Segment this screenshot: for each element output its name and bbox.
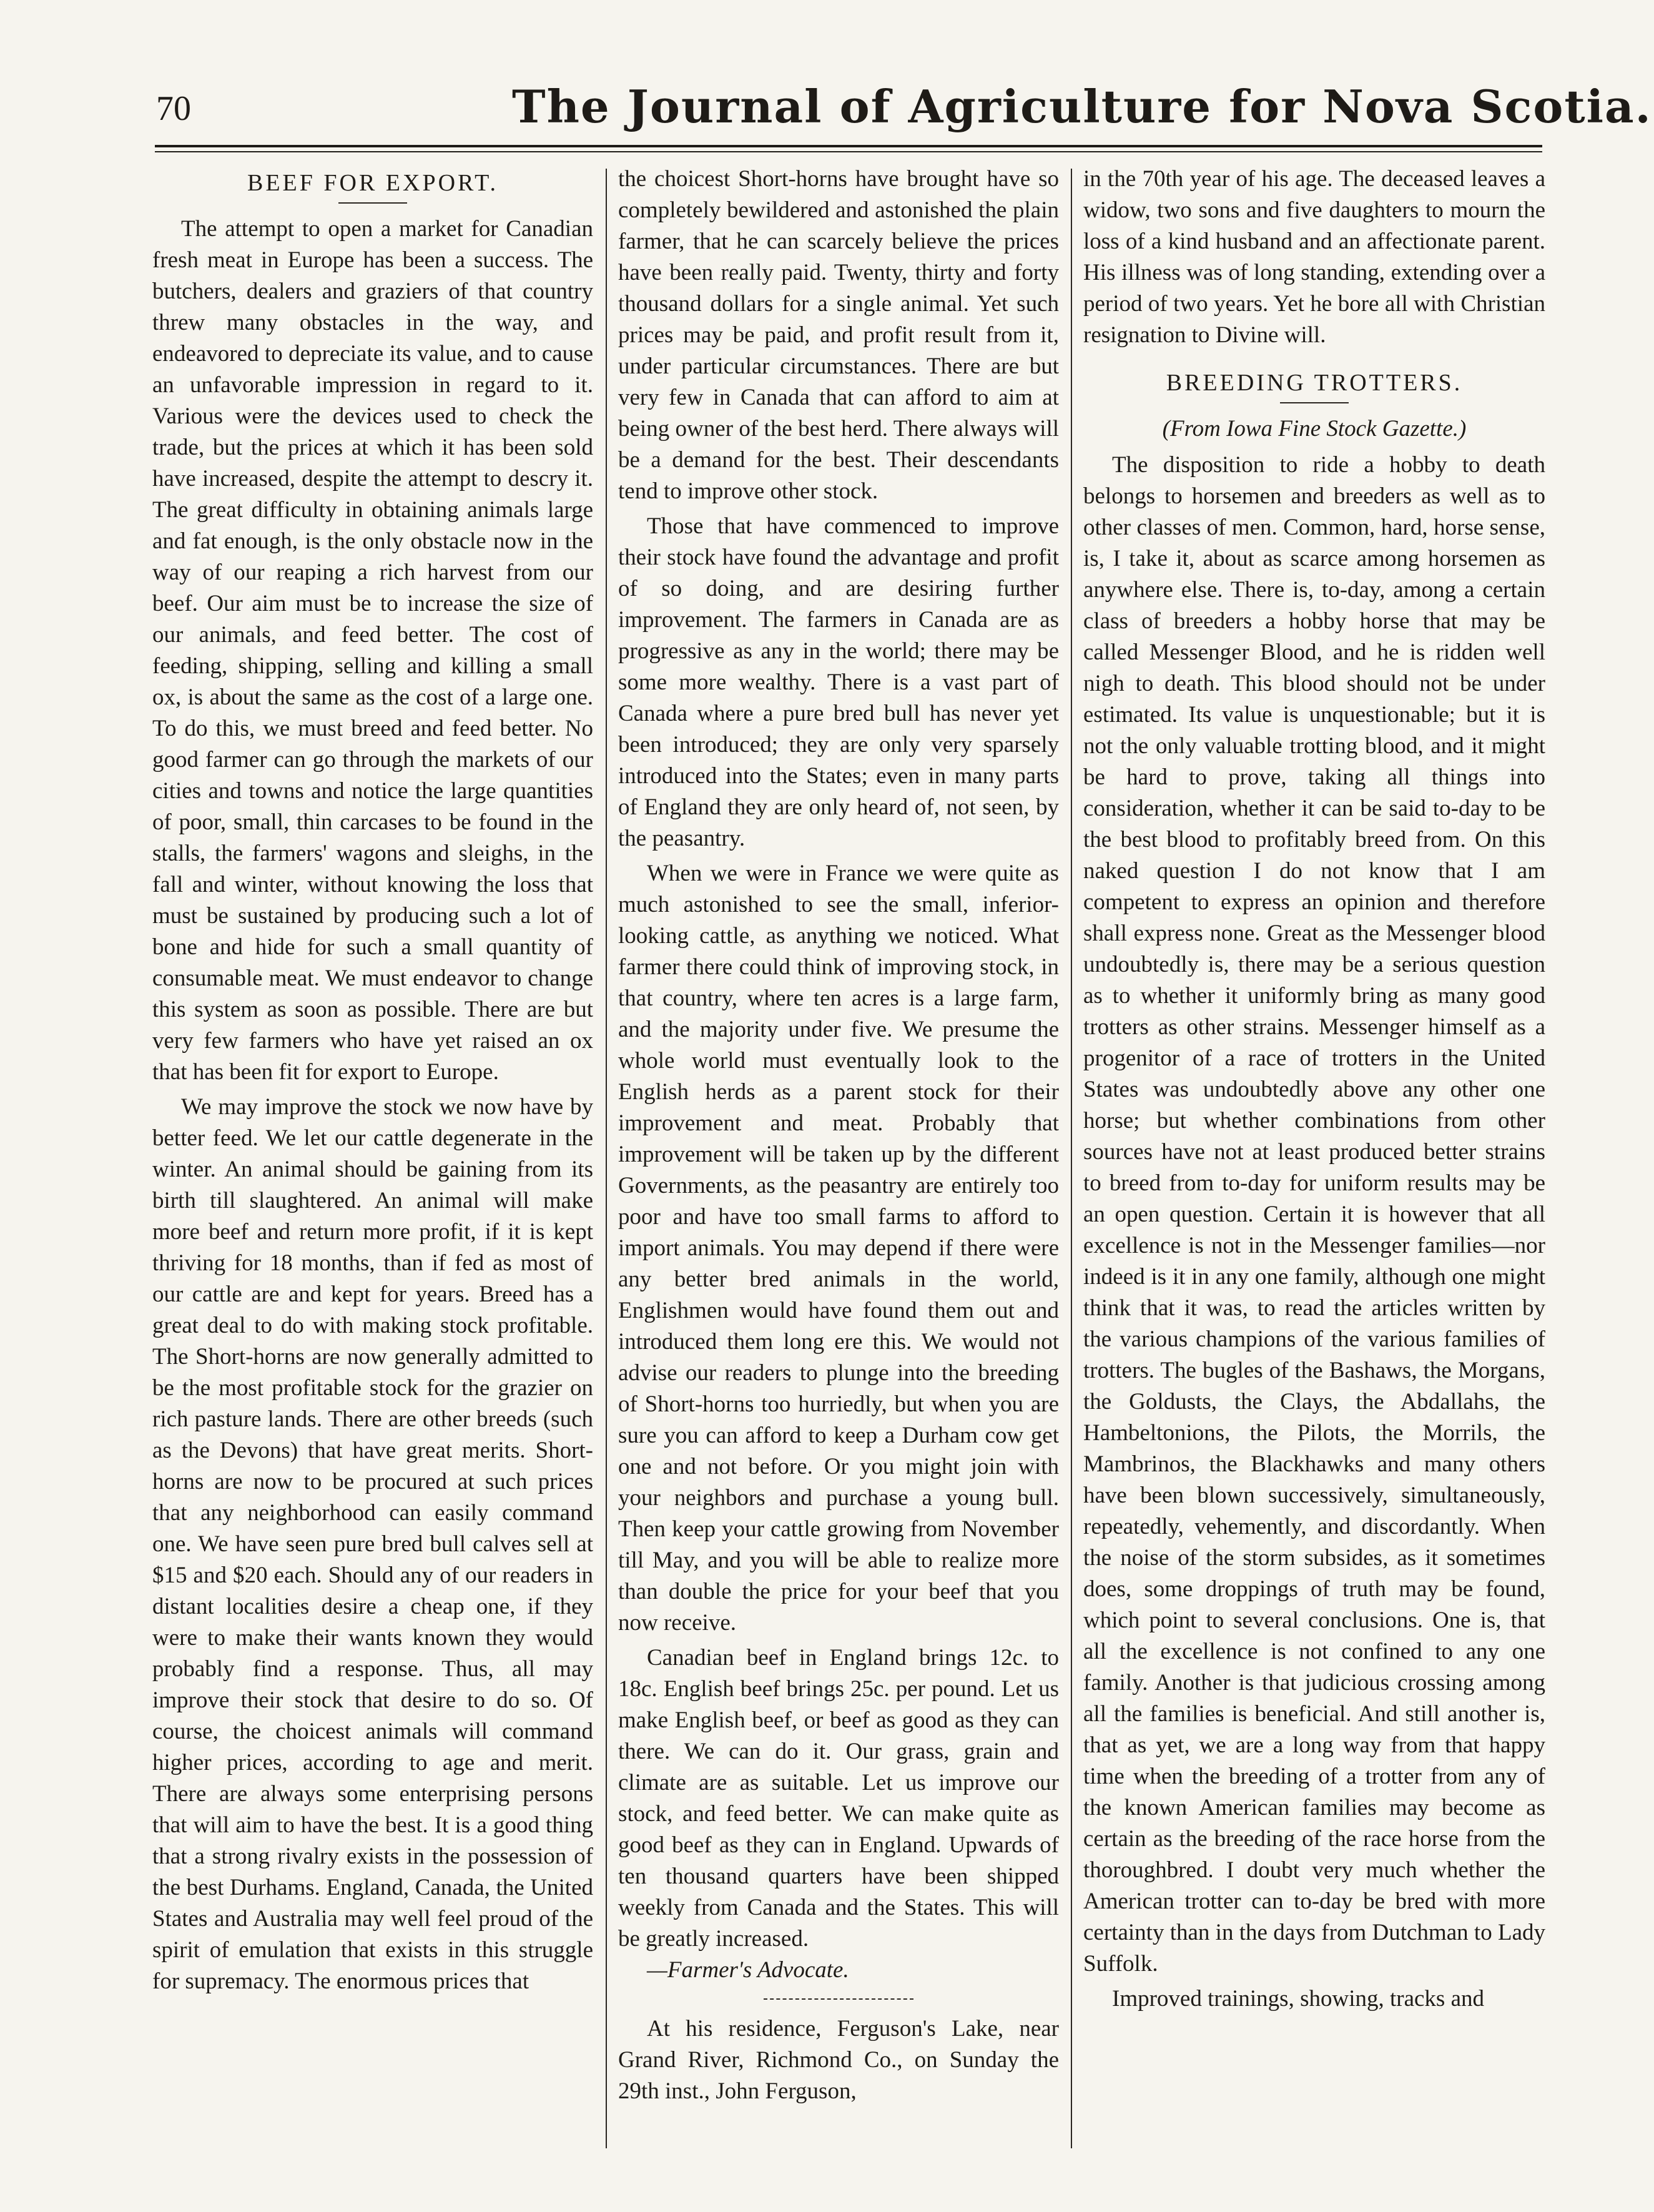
- article-heading-breeding-trotters: BREEDING TROTTERS.: [1166, 370, 1463, 396]
- heading-rule: [338, 202, 407, 204]
- paragraph: Improved trainings, showing, tracks and: [1112, 1986, 1484, 2012]
- paragraph: We may improve the stock we now have by better feed. We let our cattle degenerate in the winter. An animal should be gaining from its birth till slaughtered. An animal will make more beef and return more profit, if it is kept thriving for 18 months, than if fed as most of our cattle are and kept for years. Breed has a great deal to do with making stock profitable. The Short-horns are now generally admitted to be the most profitable stock for the grazier on rich pasture lands. There are other breeds (such as the Devons) that have great merits. Short-horns are now to be procured at such prices that any neighborhood can easily command one. We have seen pure bred bull calves sell at $15 and $20 each. Should any of our readers in distant localities desire a cheap one, if they were to make their wants known they would probably find a response. Thus, all may improve their stock that desire to do so. Of course, the choicest animals will command higher prices, according to age and merit. There are always some enterprising persons that will aim to have the best. It is a good thing that a strong rivalry exists in the possession of the best Durhams. England, Canada, the United States and Australia may well feel proud of the spirit of emulation that exists in this struggle for supremacy. The enormous prices that: [152, 1094, 593, 1994]
- separator-rule: [764, 1998, 913, 2000]
- article-heading-beef-for-export: BEEF FOR EXPORT.: [247, 170, 498, 196]
- column-divider: [606, 169, 607, 2148]
- obituary-continued: in the 70th year of his age. The deceased leaves a widow, two sons and five daughters to mourn the loss of a kind husband and an affectionate parent. His illness was of long standing, extending over a period of two years. Yet he bore all with Christian resignation to Divine will.: [1083, 166, 1545, 348]
- source-attribution: —Farmer's Advocate.: [647, 1957, 849, 1983]
- heading-rule: [1280, 402, 1349, 403]
- paragraph: The disposition to ride a hobby to death belongs to horsemen and breeders as well as to other classes of men. Common, hard, horse sense, is, I take it, about as scarce among horsemen as anywhere else. There is, to-day, among a certain class of breeders a hobby horse that may be called Messenger Blood, and he is ridden well nigh to death. This blood should not be under estimated. Its value is unquestionable; but it is not the only valuable trotting blood, and it might be hard to prove, taking all things into consideration, whether it can be said to-day to be the best blood to profitably breed from. On this naked question I do not know that I am competent to express an opinion and therefore shall express none. Great as the Messenger blood undoubtedly is, there may be a serious question as to whether it uniformly bring as many good trotters as other strains. Messenger himself as a progenitor of a race of trotters in the United States was undoubtedly above any other one horse; but whether combinations from other sources have not at least produced better strains to breed from to-day for uniform results may be an open question. Certain it is however that all excellence is not in the Messenger families—nor indeed is it in any one family, although one might think that it was, to read the articles written by the various champions of the various families of trotters. The bugles of the Bashaws, the Morgans, the Goldusts, the Clays, the Abdallahs, the Hambeltonions, the Pilots, the Morrils, the Mambrinos, the Blackhawks and many others have been blown successively, simultaneously, repeatedly, vehemently, and discordantly. When the noise of the storm subsides, as it sometimes does, some droppings of truth may be found, which point to several conclusions. One is, that all the excellence is not confined to any one family. Another is that judicious crossing among all the families is beneficial. And still another is, that as yet, we are a long way from that happy time when the breeding of a trotter from any of the known American families may become as certain as the breeding of the race horse from the thoroughbred. I doubt very much whether the American trotter can to-day be bred with more certainty than in the days from Dutchman to Lady Suffolk.: [1083, 452, 1545, 1977]
- paragraph: Canadian beef in England brings 12c. to 18c. English beef brings 25c. per pound. Let us make English beef, or beef as good as they can there. We can do it. Our grass, grain and climate are as suitable. Let us improve our stock, and feed better. We can make quite as good beef as they can in England. Upwards of ten thousand quarters have been shipped weekly from Canada and the States. This will be greatly increased.: [618, 1645, 1059, 1952]
- header-rule: [155, 145, 1542, 147]
- column-divider: [1071, 169, 1072, 2148]
- column-1: [152, 164, 593, 2146]
- paragraph: When we were in France we were quite as much astonished to see the small, inferior-looking cattle, as anything we noticed. What farmer there could think of improving stock, in that country, where ten acres is a large farm, and the majority under five. We presume the whole world must eventually look to the English herds as a parent stock for their improvement and meat. Probably that improvement will be taken up by the different Governments, as the peasantry are entirely too poor and have too small farms to afford to import animals. You may depend if there were any better bred animals in the world, Englishmen would have found them out and introduced them long ere this. We would not advise our readers to plunge into the breeding of Short-horns too hurriedly, but when you are sure you can afford to keep a Durham cow get one and not before. Or you might join with your neighbors and purchase a young bull. Then keep your cattle growing from November till May, and you will be able to realize more than double the price for your beef that you now receive.: [618, 861, 1059, 1636]
- column-3: [1083, 164, 1545, 2146]
- source-attribution: (From Iowa Fine Stock Gazette.): [1162, 416, 1467, 442]
- column-2: [618, 164, 1059, 2146]
- page-number: 70: [156, 89, 191, 128]
- paragraph: The attempt to open a market for Canadian fresh meat in Europe has been a success. The butchers, dealers and graziers of that country threw many obstacles in the way, and endeavored to depreciate its value, and to cause an unfavorable impression in regard to it. Various were the devices used to check the trade, but the prices at which it has been sold have increased, despite the attempt to descry it. The great difficulty in obtaining animals large and fat enough, is the only obstacle now in the way of our reaping a rich harvest from our beef. Our aim must be to increase the size of our animals, and feed better. The cost of feeding, shipping, selling and killing a small ox, is about the same as the cost of a large one. To do this, we must breed and feed better. No good farmer can go through the markets of our cities and towns and notice the large quantities of poor, small, thin carcases to be found in the stalls, the farmers' wagons and sleighs, in the fall and winter, without knowing the loss that must be sustained by producing such a lot of bone and hide for such a small quantity of consumable meat. We must endeavor to change this system as soon as possible. There are but very few farmers who have yet raised an ox that has been fit for export to Europe.: [152, 216, 593, 1085]
- paragraph: the choicest Short-horns have brought have so completely bewildered and astonished the plain farmer, that he can scarcely believe the prices have been really paid. Twenty, thirty and forty thousand dollars for a single animal. Yet such prices may be paid, and profit result from it, under particular circumstances. There are but very few in Canada that can afford to aim at being owner of the best herd. There always will be a demand for the best. Their descendants tend to improve other stock.: [618, 166, 1059, 504]
- paragraph: Those that have commenced to improve their stock have found the advantage and profit of so doing, and are desiring further improvement. The farmers in Canada are as progressive as any in the world; there may be some more wealthy. There is a vast part of Canada where a pure bred bull has never yet been introduced; they are only very sparsely introduced into the States; even in many parts of England they are only heard of, not seen, by the peasantry.: [618, 513, 1059, 851]
- running-title: The Journal of Agriculture for Nova Scotia.: [512, 80, 1652, 133]
- obituary-notice: At his residence, Ferguson's Lake, near Grand River, Richmond Co., on Sunday the 29th inst., John Ferguson,: [618, 2016, 1059, 2104]
- page-header: [150, 80, 1652, 149]
- header-rule-thin: [155, 151, 1542, 152]
